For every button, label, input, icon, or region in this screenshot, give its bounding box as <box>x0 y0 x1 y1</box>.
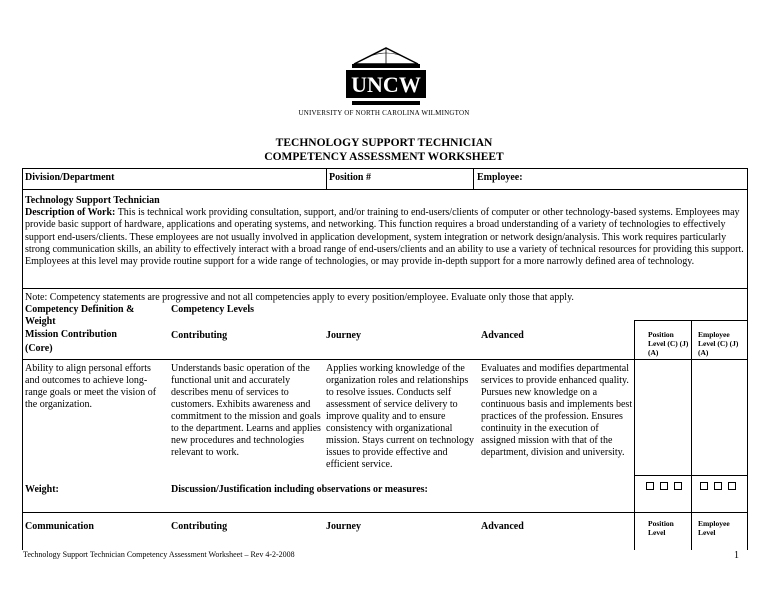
document-title-line2: COMPETENCY ASSESSMENT WORKSHEET <box>264 151 504 163</box>
uncw-logo <box>336 46 436 112</box>
mission-contribution-title: Mission Contribution (Core) <box>25 329 117 354</box>
journey-header: Journey <box>326 330 361 341</box>
employee-label: Employee: <box>477 172 523 183</box>
contributing-header: Contributing <box>171 330 228 341</box>
description-text: This is technical work providing consultation, support, and/or training to end-users/clients of computer or other technology-based systems. Employees may provide basic support of hardware, applications and operating systems, and networking. This function requires a broad understanding of a variety of technologies to effectively support end-users/clients. These employees are not usually involved in application development, system integration or network design/analysis. This work requires particularly strong communication skills, an ability to effectively interact with a broad range of end-users/clients and an ability to use a variety of technical resources for providing this support. Employees at this level may provide routine support for a wide range of technologies, or may provide in-depth support for a more narrowly defined area of technology. <box>25 207 744 268</box>
header-row-bottom <box>22 359 748 360</box>
description-block <box>25 195 745 268</box>
info-row-bottom <box>22 189 748 190</box>
info-divider-1 <box>326 168 327 190</box>
communication-title: Communication <box>25 521 94 532</box>
description-paragraph <box>25 207 745 268</box>
job-title: Technology Support Technician <box>25 195 160 206</box>
division-label: Division/Department <box>25 172 115 183</box>
position-level-header: Position Level (C) (J) (A) <box>648 330 689 357</box>
document-title-line1: TECHNOLOGY SUPPORT TECHNICIAN <box>275 137 493 149</box>
mission-contributing-text: Understands basic operation of the functional unit and accurately describes menu of services to customers. Exhibits awareness and commitment to the mission and goals to the department. Learns and applies new procedures and technologies relevant to work. <box>171 363 321 458</box>
position-level-a-checkbox[interactable] <box>674 482 682 490</box>
discussion-label: Discussion/Justification including observations or measures: <box>171 484 428 495</box>
communication-contributing-header: Contributing <box>171 521 228 532</box>
mission-journey-text: Applies working knowledge of the organization roles and relationships to resolve issues. Conducts self assessment of service delivery to improve quality and to ensure consistency with organizational mission. Stays current on technology issues to provide effective and efficient service. <box>326 363 475 470</box>
checkbox-row-top <box>634 475 748 476</box>
levels-col-left <box>634 320 635 550</box>
position-level-c-checkbox[interactable] <box>646 482 654 490</box>
employee-level-header: Employee Level (C) (J) (A) <box>698 330 739 357</box>
mission-advanced-text: Evaluates and modifies departmental services to provide enhanced quality. Pursues new knowledge on a continuous basis and implements best practices of the profession. Ensures continuity in the execution of assigned mission with that of the department, division and university. <box>481 363 633 458</box>
advanced-header: Advanced <box>481 330 524 341</box>
communication-employee-level-header: Employee Level <box>698 519 730 537</box>
levels-col-mid <box>691 320 692 550</box>
employee-level-j-checkbox[interactable] <box>714 482 722 490</box>
competency-levels-header: Competency Levels <box>171 304 255 315</box>
competency-definition-header: Competency Definition & Weight <box>25 304 135 327</box>
levels-top <box>634 320 748 321</box>
description-bottom <box>22 288 748 289</box>
communication-position-level-header: Position Level <box>648 519 674 537</box>
employee-level-a-checkbox[interactable] <box>728 482 736 490</box>
employee-level-c-checkbox[interactable] <box>700 482 708 490</box>
note-text: Note: Competency statements are progressive and not all competencies apply to every position/employee. Evaluate only those that apply. <box>25 292 574 303</box>
communication-journey-header: Journey <box>326 521 361 532</box>
mission-definition: Ability to align personal efforts and outcomes to achieve long-range goals or meet the vision of the organization. <box>25 363 157 410</box>
description-label: Description of Work: <box>25 207 116 219</box>
communication-advanced-header: Advanced <box>481 521 524 532</box>
weight-label: Weight: <box>25 484 59 495</box>
page-number: 1 <box>734 550 739 561</box>
table-border-top <box>22 168 748 169</box>
logo-text: UNCW <box>351 72 421 97</box>
position-level-j-checkbox[interactable] <box>660 482 668 490</box>
mission-row-bottom <box>22 512 748 513</box>
info-divider-2 <box>473 168 474 190</box>
position-number-label: Position # <box>329 172 371 183</box>
university-name: UNIVERSITY OF NORTH CAROLINA WILMINGTON <box>298 109 470 117</box>
footer-text: Technology Support Technician Competency Assessment Worksheet – Rev 4-2-2008 <box>23 550 295 559</box>
